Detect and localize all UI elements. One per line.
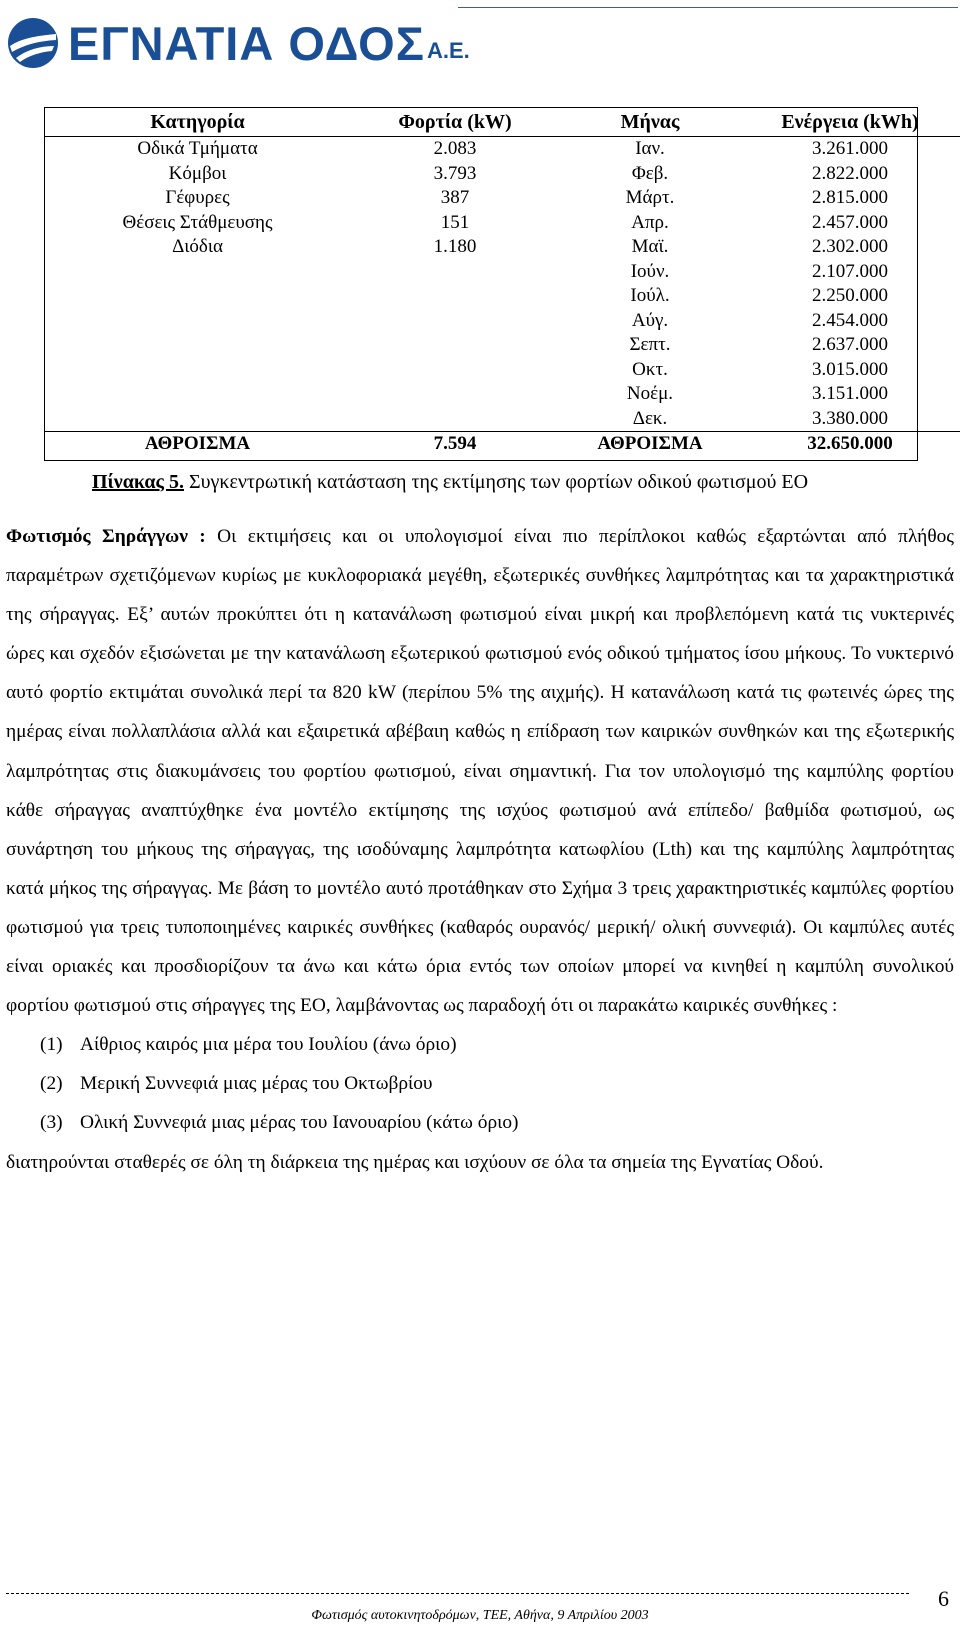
table-cell	[350, 260, 560, 285]
table-cell: Οκτ.	[632, 358, 668, 380]
table-row	[45, 284, 960, 309]
table-cell	[45, 260, 350, 285]
list-number: (1)	[40, 1034, 63, 1056]
table-cell: 2.107.000	[812, 260, 888, 282]
table-cell: 3.015.000	[812, 358, 888, 380]
table-cell: Αύγ.	[631, 309, 669, 331]
table-cell: Μάρτ.	[625, 187, 675, 208]
table-cell	[350, 358, 560, 383]
table-cell	[350, 284, 560, 309]
footer-text: Φωτισμός αυτοκινητοδρόμων, ΤΕΕ, Αθήνα, 9 Απριλίου 2003	[311, 1608, 649, 1623]
section-lead: Φωτισμός Σηράγγων :	[6, 526, 206, 547]
table-row	[45, 211, 960, 236]
table-row	[45, 162, 960, 187]
load-energy-table	[45, 108, 960, 457]
table-cell	[45, 407, 350, 432]
table-row	[45, 358, 960, 383]
table-cell	[350, 407, 560, 432]
table-row	[45, 235, 960, 260]
table-cell: 2.083	[433, 138, 477, 159]
table-cell: Θέσεις Στάθμευσης	[122, 211, 273, 233]
table-cell: Μαϊ.	[631, 236, 669, 257]
table-cell: Ιούν.	[630, 260, 670, 282]
totals-cell: 7.594	[350, 432, 560, 458]
table-row	[45, 333, 960, 358]
table-cell: 387	[440, 187, 470, 208]
column-header: Κατηγορία	[45, 108, 350, 137]
table-row	[45, 309, 960, 334]
table-cell: 3.793	[433, 162, 477, 184]
totals-row	[45, 432, 960, 458]
table-row	[45, 407, 960, 432]
caption-text: Συγκεντρωτική κατάσταση της εκτίμησης των φορτίων οδικού φωτισμού ΕΟ	[183, 471, 809, 493]
column-header: Μήνας	[560, 108, 740, 137]
list-text: Ολική Συννεφιά μιας μέρας του Ιανουαρίου (κάτω όριο)	[80, 1112, 519, 1134]
table-cell	[45, 333, 350, 358]
totals-cell: ΑΘΡΟΙΣΜΑ	[560, 432, 740, 458]
list-item	[6, 1103, 954, 1142]
table-cell: 2.302.000	[812, 236, 888, 257]
table-header-row	[45, 108, 960, 137]
page-header	[0, 0, 960, 90]
list-item	[6, 1064, 954, 1103]
header-rule	[458, 7, 958, 8]
table-cell	[45, 382, 350, 407]
table-cell: 2.457.000	[812, 211, 888, 233]
table-cell: 3.261.000	[812, 138, 888, 159]
closing-paragraph: διατηρούνται σταθερές σε όλη τη διάρκεια της ημέρας και ισχύουν σε όλα τα σημεία της Εγνατίας Οδού.	[6, 1151, 824, 1173]
table-cell	[350, 309, 560, 334]
totals-cell: 32.650.000	[740, 432, 960, 458]
list-number: (2)	[40, 1073, 63, 1095]
table-row	[45, 186, 960, 211]
logo-text: ΕΓΝΑΤΙΑ ΟΔΟΣ	[68, 16, 425, 70]
conditions-list	[6, 1025, 954, 1142]
table-row	[45, 137, 960, 162]
totals-cell: ΑΘΡΟΙΣΜΑ	[45, 432, 350, 458]
paragraph-text: Οι εκτιμήσεις και οι υπολογισμοί είναι πιο περίπλοκοι καθώς εξαρτώνται από πλήθος παραμέτρων σχετιζόμενων κυρίως με κυκλοφοριακά μεγέθη, εξωτερικές συνθήκες λαμπρότητας και τα χαρακτηριστικά της σήραγγας. Εξ’ αυτών προκύπτει ότι η κατανάλωση φωτισμού είναι μικρή και προβλεπόμενη κατά τις νυκτερινές ώρες και σχεδόν εξισώνεται με την κατανάλωση εξωτερικού φωτισμού ενός οδικού τμήματος ίσου μήκους. Το νυκτερινό αυτό φορτίο εκτιμάται συνολικά περί τα 820 kW (περίπου 5% της αιχμής). Η κατανάλωση κατά τις φωτεινές ώρες της ημέρας είναι πολλαπλάσια αλλά και εξαιρετικά αβέβαιη καθώς η επίδραση των καιρικών συνθηκών και της εξωτερικής λαμπρότητας στις διακυμάνσεις του φορτίου φωτισμού, είναι σημαντική. Για τον υπολογισμό της καμπύλης φορτίου κάθε σήραγγας αναπτύχθηκε ένα μοντέλο εκτίμησης της ισχύος φωτισμού ανά επίπεδο/ βαθμίδα φωτισμού, ως συνάρτηση του μήκους της σήραγγας, της ισοδύναμης λαμπρότητα κατωφλίου (Lth) και της καμπύλης λαμπρότητας κατά μήκος της σήραγγας. Με βάση το μοντέλο αυτό προτάθηκαν στο Σχήμα 3 τρεις χαρακτηριστικές καμπύλες φορτίου φωτισμού για τρεις τυποποιημένες καιρικές συνθήκες (καθαρός ουρανός/ μερική/ ολική συννεφιά). Οι καμπύλες αυτές είναι οριακές και προσδιορίζουν τα άνω και κάτω όρια εντός των οποίων μπορεί να κινηθεί η καμπύλη συνολικού φορτίου φωτισμού στις σήραγγες της ΕΟ, λαμβάνοντας ως παραδοχή ότι οι παρακάτω καιρικές συνθήκες :	[6, 526, 954, 1017]
table-cell: Κόμβοι	[168, 162, 227, 184]
table-cell: Απρ.	[631, 211, 669, 233]
table-cell: 2.822.000	[812, 162, 888, 184]
list-item	[6, 1025, 954, 1064]
table-cell: Νοέμ.	[626, 383, 674, 404]
table-cell: 3.380.000	[812, 407, 888, 429]
table-cell: 2.637.000	[812, 334, 888, 355]
table-cell: Φεβ.	[631, 162, 669, 184]
list-text: Αίθριος καιρός μια μέρα του Ιουλίου (άνω όριο)	[80, 1034, 457, 1056]
company-logo	[6, 14, 470, 72]
page-number: 6	[938, 1586, 949, 1611]
list-number: (3)	[40, 1112, 63, 1134]
logo-suffix: Α.Ε.	[426, 38, 470, 63]
table-cell: 2.250.000	[812, 285, 888, 306]
table-cell	[350, 382, 560, 407]
table-caption	[92, 471, 808, 494]
table-cell: 2.454.000	[812, 309, 888, 331]
table-cell	[45, 284, 350, 309]
body-text	[6, 517, 954, 1182]
table-cell: Γέφυρες	[165, 187, 230, 208]
logo-emblem-icon	[6, 16, 60, 70]
table-cell: Ιαν.	[635, 138, 665, 159]
table-cell	[45, 309, 350, 334]
table-cell: Οδικά Τμήματα	[137, 138, 258, 159]
table-cell: 2.815.000	[812, 187, 888, 208]
table-cell: Διόδια	[172, 236, 223, 257]
table-row	[45, 260, 960, 285]
table-row	[45, 382, 960, 407]
table-cell: Ιούλ.	[630, 285, 670, 306]
table-cell: Δεκ.	[632, 407, 668, 429]
caption-label: Πίνακας 5.	[92, 471, 184, 493]
paragraph	[6, 517, 954, 1025]
table-cell: 1.180	[433, 236, 477, 257]
column-header: Φορτία (kW)	[350, 108, 560, 137]
footer-rule	[6, 1593, 909, 1594]
table-cell: 3.151.000	[812, 383, 888, 404]
table-cell: 151	[440, 211, 470, 233]
column-header: Ενέργεια (kWh)	[740, 108, 960, 137]
list-text: Μερική Συννεφιά μιας μέρας του Οκτωβρίου	[80, 1073, 433, 1095]
table-cell	[45, 358, 350, 383]
table-cell: Σεπτ.	[629, 334, 671, 355]
table-cell	[350, 333, 560, 358]
